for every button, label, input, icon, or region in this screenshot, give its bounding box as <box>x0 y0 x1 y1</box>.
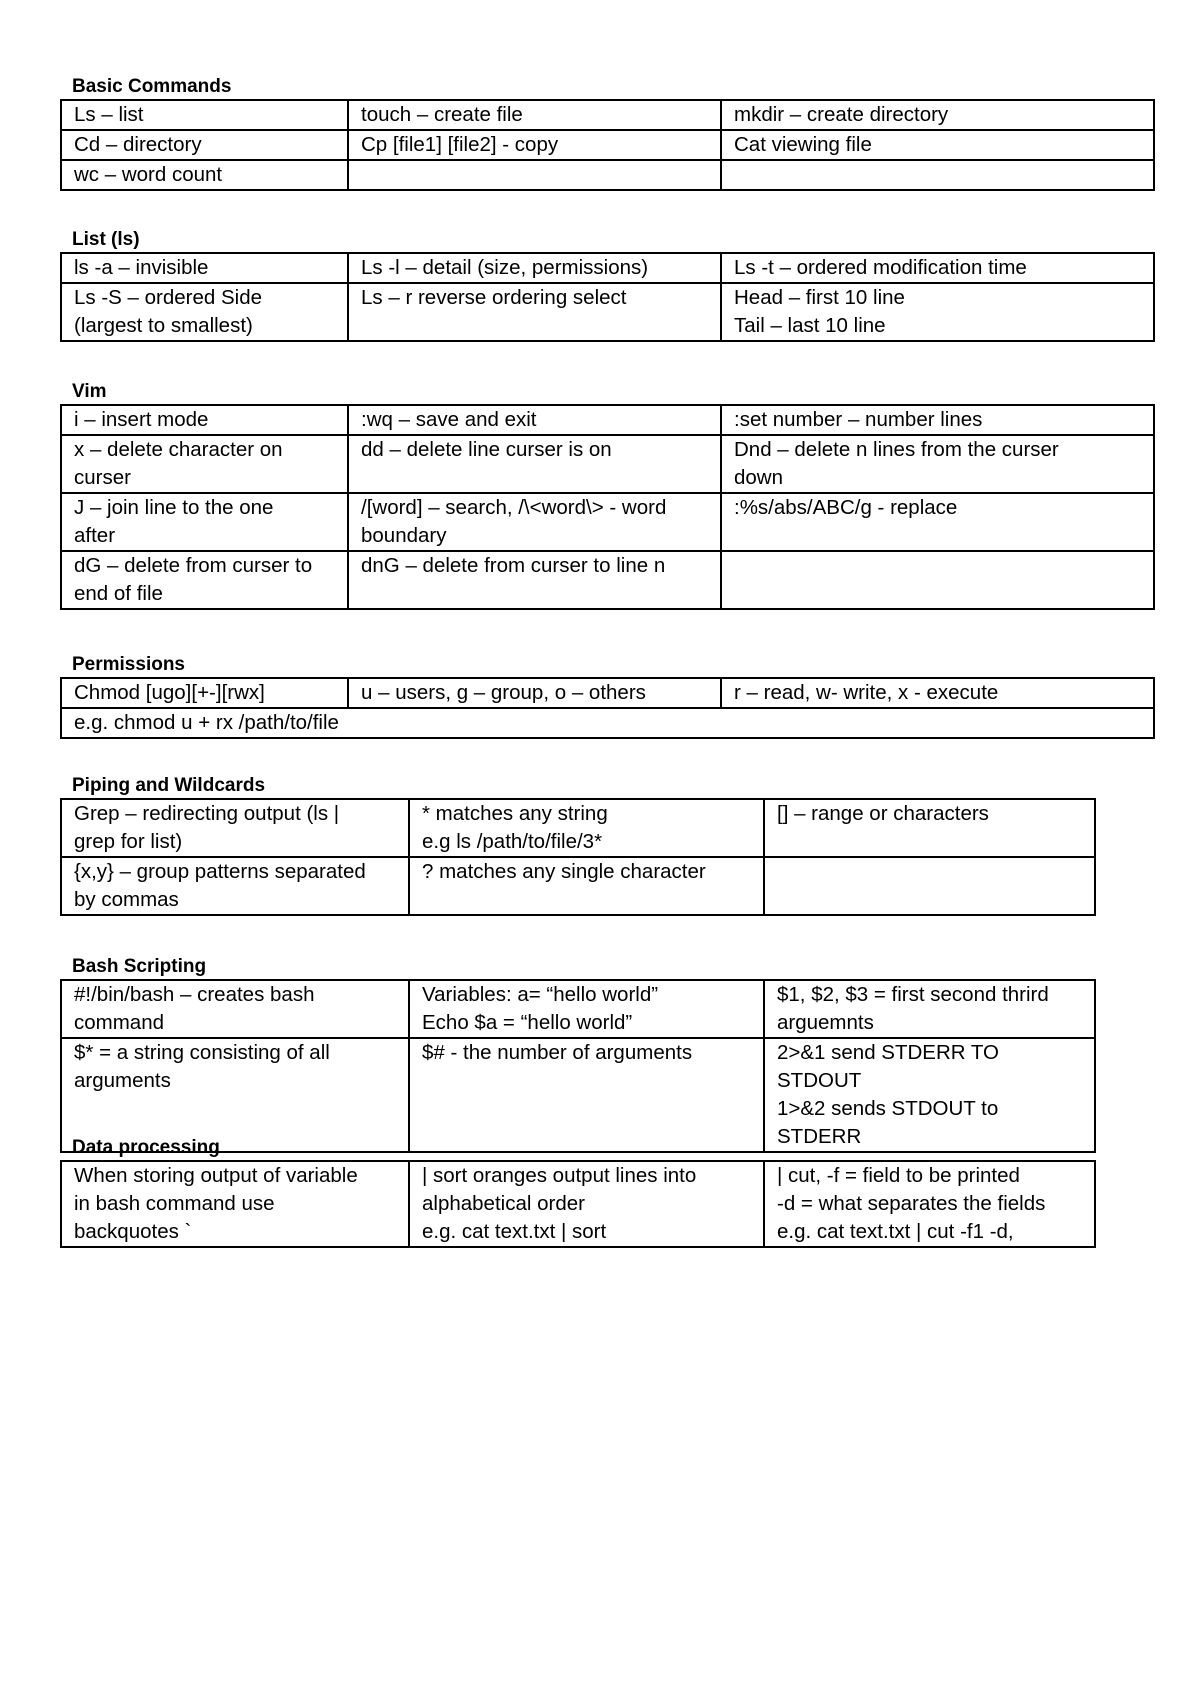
table-cell: 2>&1 send STDERR TO STDOUT 1>&2 sends STDOUT to STDERR <box>764 1038 1095 1152</box>
table-cell: ls -a – invisible <box>61 253 348 283</box>
section-basic-commands <box>60 75 1155 191</box>
table-cell: {x,y} – group patterns separated by commas <box>61 857 409 915</box>
table-cell: :%s/abs/ABC/g - replace <box>721 493 1154 551</box>
table-cell: dnG – delete from curser to line n <box>348 551 721 609</box>
table-cell: touch – create file <box>348 100 721 130</box>
section-title: Permissions <box>72 654 185 675</box>
table-cell: $* = a string consisting of all arguments <box>61 1038 409 1152</box>
table-cell-full: e.g. chmod u + rx /path/to/file <box>61 708 1154 738</box>
commands-table <box>60 979 1096 1153</box>
table-cell: Variables: a= “hello world” Echo $a = “hello world” <box>409 980 764 1038</box>
table-cell: Cd – directory <box>61 130 348 160</box>
table-cell: Ls – r reverse ordering select <box>348 283 721 341</box>
commands-table <box>60 677 1155 739</box>
commands-table <box>60 252 1155 342</box>
table-cell: Ls – list <box>61 100 348 130</box>
table-row <box>61 799 1095 857</box>
table-cell: Cat viewing file <box>721 130 1154 160</box>
table-cell: :set number – number lines <box>721 405 1154 435</box>
table-row <box>61 678 1154 708</box>
commands-table <box>60 99 1155 191</box>
commands-table <box>60 798 1096 916</box>
section-data-processing <box>60 1136 1096 1248</box>
table-cell: wc – word count <box>61 160 348 190</box>
table-cell: When storing output of variable in bash command use backquotes ` <box>61 1161 409 1247</box>
table-cell: dd – delete line curser is on <box>348 435 721 493</box>
table-cell: Ls -S – ordered Side (largest to smallest) <box>61 283 348 341</box>
table-row <box>61 130 1154 160</box>
table-cell: dG – delete from curser to end of file <box>61 551 348 609</box>
table-cell: u – users, g – group, o – others <box>348 678 721 708</box>
table-row <box>61 405 1154 435</box>
table-row <box>61 1161 1095 1247</box>
table-cell: #!/bin/bash – creates bash command <box>61 980 409 1038</box>
table-row <box>61 253 1154 283</box>
table-cell: i – insert mode <box>61 405 348 435</box>
table-row <box>61 435 1154 493</box>
section-bash-scripting <box>60 955 1096 1153</box>
table-cell <box>764 857 1095 915</box>
table-cell <box>348 160 721 190</box>
table-cell: | cut, -f = field to be printed -d = what separates the fields e.g. cat text.txt | cut -f1 -d, <box>764 1161 1095 1247</box>
table-cell <box>721 160 1154 190</box>
table-row <box>61 551 1154 609</box>
section-title: Vim <box>72 381 107 402</box>
table-row <box>61 160 1154 190</box>
table-cell: Grep – redirecting output (ls | grep for list) <box>61 799 409 857</box>
table-cell: $# - the number of arguments <box>409 1038 764 1152</box>
table-row <box>61 708 1154 738</box>
section-title: Piping and Wildcards <box>72 775 266 796</box>
table-cell: :wq – save and exit <box>348 405 721 435</box>
table-cell <box>721 551 1154 609</box>
commands-table <box>60 1160 1096 1248</box>
table-cell: Ls -l – detail (size, permissions) <box>348 253 721 283</box>
table-row <box>61 857 1095 915</box>
table-cell: x – delete character on curser <box>61 435 348 493</box>
section-piping-wildcards <box>60 774 1096 916</box>
table-row <box>61 283 1154 341</box>
table-cell: [] – range or characters <box>764 799 1095 857</box>
table-cell: | sort oranges output lines into alphabetical order e.g. cat text.txt | sort <box>409 1161 764 1247</box>
table-cell: /[word] – search, /\<word\> - word boundary <box>348 493 721 551</box>
table-cell: ? matches any single character <box>409 857 764 915</box>
table-cell: mkdir – create directory <box>721 100 1154 130</box>
table-cell: Dnd – delete n lines from the curser down <box>721 435 1154 493</box>
table-cell: J – join line to the one after <box>61 493 348 551</box>
section-title: Bash Scripting <box>72 956 207 977</box>
table-cell: r – read, w- write, x - execute <box>721 678 1154 708</box>
table-cell: $1, $2, $3 = first second thrird arguemnts <box>764 980 1095 1038</box>
table-cell: Chmod [ugo][+-][rwx] <box>61 678 348 708</box>
section-permissions <box>60 653 1155 739</box>
table-cell: Head – first 10 line Tail – last 10 line <box>721 283 1154 341</box>
section-title: Data processing <box>72 1137 220 1158</box>
section-title: Basic Commands <box>72 76 232 97</box>
table-cell: Cp [file1] [file2] - copy <box>348 130 721 160</box>
table-row <box>61 493 1154 551</box>
section-title: List (ls) <box>72 229 140 250</box>
table-row <box>61 1038 1095 1152</box>
table-cell: * matches any string e.g ls /path/to/file/3* <box>409 799 764 857</box>
commands-table <box>60 404 1155 610</box>
table-row <box>61 100 1154 130</box>
table-cell: Ls -t – ordered modification time <box>721 253 1154 283</box>
table-row <box>61 980 1095 1038</box>
section-list <box>60 228 1155 342</box>
section-vim <box>60 380 1155 610</box>
